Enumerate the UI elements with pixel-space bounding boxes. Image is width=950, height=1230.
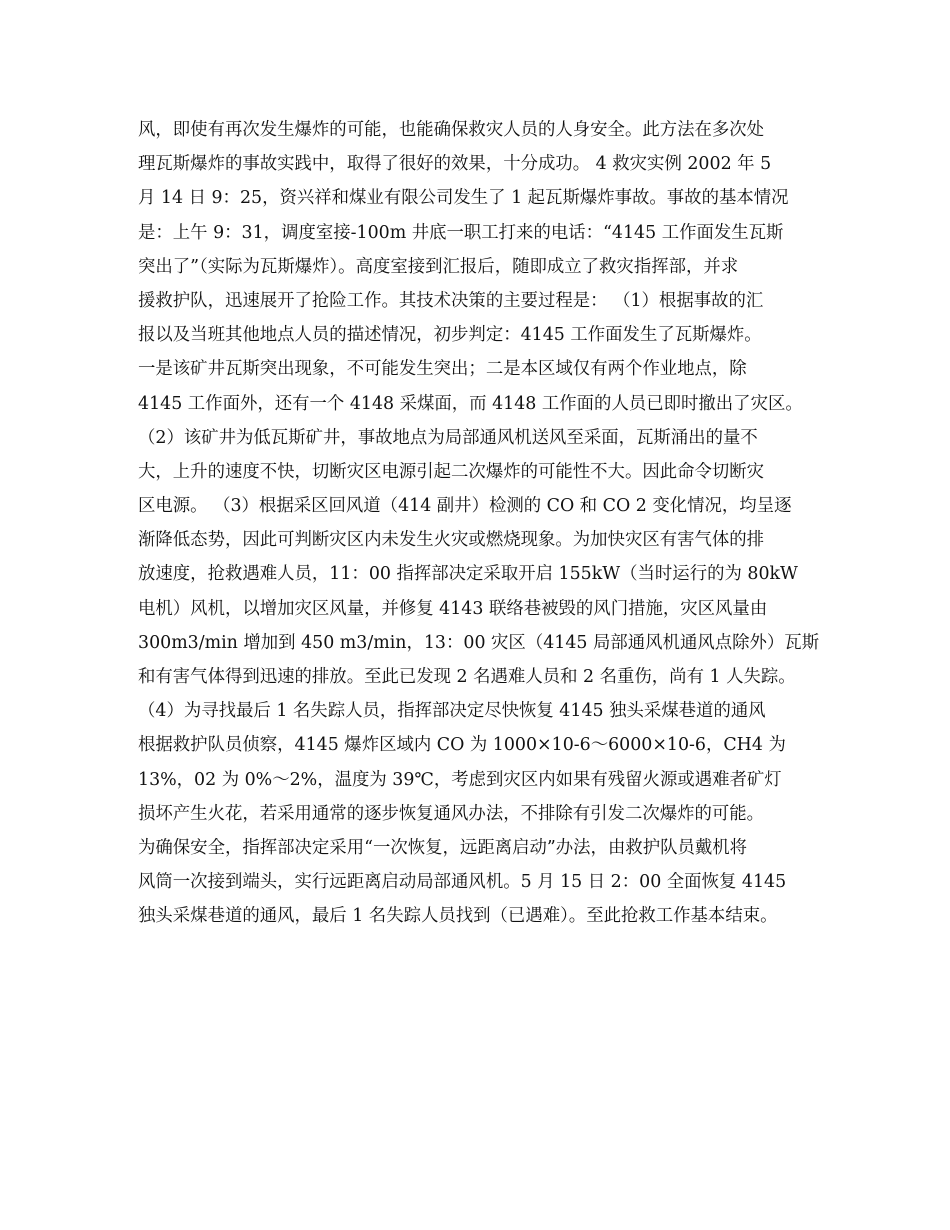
text-line: 300m3/min 增加到 450 m3/min，13：00 灾区（4145 局部通风机通风点除外）瓦斯 (138, 632, 820, 653)
text-line: 根据救护队员侦察，4145 爆炸区域内 CO 为 1000×10-6～6000×10-6，CH4 为 (138, 735, 786, 756)
text-line: 报以及当班其他地点人员的描述情况，初步判定：4145 工作面发生了瓦斯爆炸。 (138, 325, 762, 346)
text-line: 大，上升的速度不快，切断灾区电源引起二次爆炸的可能性不大。因此命令切断灾 (138, 461, 765, 482)
text-line: 风，即使有再次发生爆炸的可能，也能确保救灾人员的人身安全。此方法在多次处 (138, 120, 765, 140)
text-line: （4）为寻找最后 1 名失踪人员，指挥部决定尽快恢复 4145 独头采煤巷道的通风 (138, 701, 766, 722)
text-line: （2）该矿井为低瓦斯矿井，事故地点为局部通风机送风至采面，瓦斯涌出的量不 (138, 427, 758, 448)
text-line: 独头采煤巷道的通风，最后 1 名失踪人员找到（已遇难）。至此抢救工作基本结束。 (138, 906, 778, 927)
text-line: 理瓦斯爆炸的事故实践中，取得了很好的效果，十分成功。 4 救灾实例 2002 年 5 (138, 154, 772, 175)
text-line: 一是该矿井瓦斯突出现象，不可能发生突出；二是本区域仅有两个作业地点，除 (138, 359, 747, 380)
text-line: 风筒一次接到端头，实行远距离启动局部通风机。5 月 15 日 2：00 全面恢复 4145 (138, 872, 787, 893)
text-line: 突出了”（实际为瓦斯爆炸）。高度室接到汇报后，随即成立了救灾指挥部，并求 (138, 256, 739, 277)
text-line: 损坏产生火花，若采用通常的逐步恢复通风办法，不排除有引发二次爆炸的可能。 (138, 803, 765, 824)
text-line: 和有害气体得到迅速的排放。至此已发现 2 名遇难人员和 2 名重伤，尚有 1 人失踪。 (138, 667, 796, 687)
text-line: 援救护队，迅速展开了抢险工作。其技术决策的主要过程是： （1）根据事故的汇 (138, 290, 764, 311)
text-line: 放速度，抢救遇难人员，11：00 指挥部决定采取开启 155kW（当时运行的为 80kW (138, 564, 798, 585)
text-line: 电机）风机，以增加灾区风量，并修复 4143 联络巷被毁的风门措施，灾区风量由 (138, 598, 768, 619)
text-line: 区电源。 （3）根据采区回风道（414 副井）检测的 CO 和 CO 2 变化情况，均呈逐 (138, 496, 792, 517)
text-line: 月 14 日 9：25，资兴祥和煤业有限公司发生了 1 起瓦斯爆炸事故。事故的基本情况 (138, 188, 789, 209)
text-line: 13%，02 为 0%～2%，温度为 39℃，考虑到灾区内如果有残留火源或遇难者矿灯 (138, 769, 782, 790)
text-line: 是：上午 9：31，调度室接-100m 井底一职工打来的电话：“4145 工作面发生瓦斯 (138, 222, 784, 243)
text-line: 4145 工作面外，还有一个 4148 采煤面，而 4148 工作面的人员已即时撤出了灾区。 (138, 393, 803, 414)
body-text (138, 113, 838, 934)
text-line: 为确保安全，指挥部决定采用“一次恢复，远距离启动”办法，由救护队员戴机将 (138, 837, 748, 858)
text-line: 渐降低态势，因此可判断灾区内未发生火灾或燃烧现象。为加快灾区有害气体的排 (138, 530, 765, 551)
